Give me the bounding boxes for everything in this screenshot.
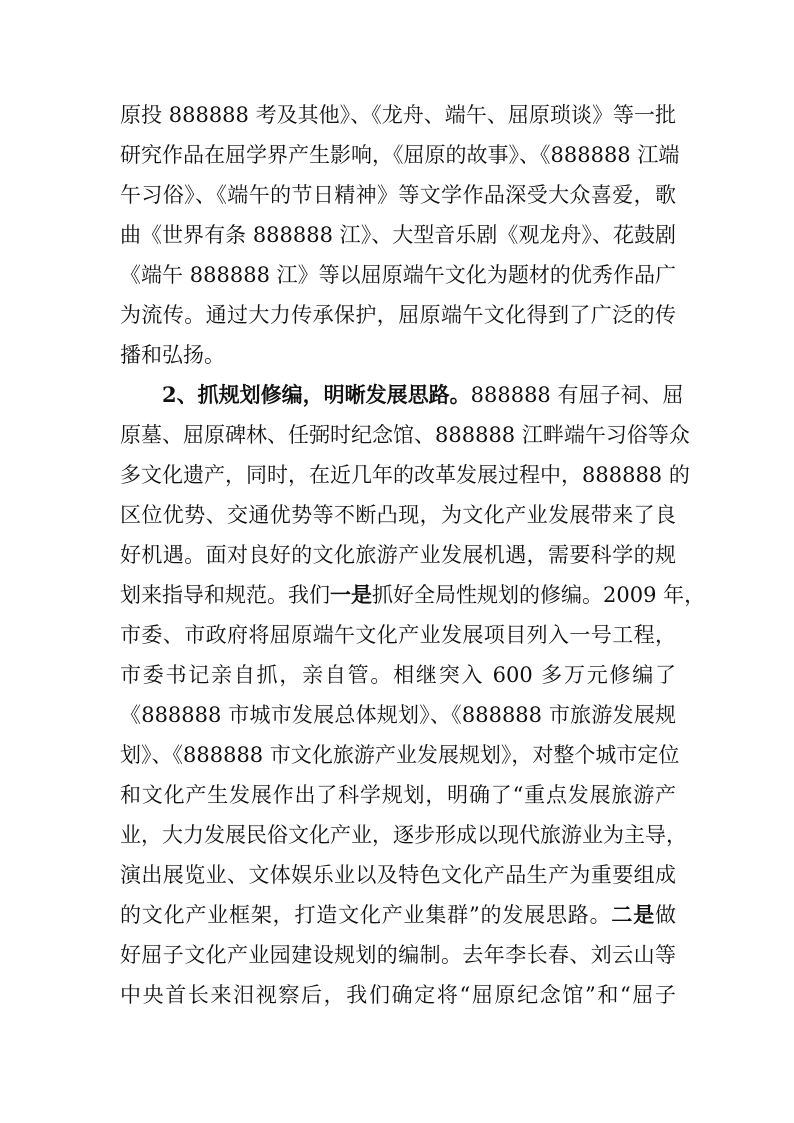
text-line: 研究作品在屈学界产生影响，《屈原的故事》、《888888 江端 bbox=[120, 143, 680, 167]
text-line: 午习俗》、《端午的节日精神》等文学作品深受大众喜爱，歌 bbox=[120, 183, 676, 207]
body-text bbox=[120, 95, 706, 1015]
text-line: 中央首长来汨视察后，我们确定将“屈原纪念馆”和“屈子 bbox=[120, 983, 676, 1007]
emphasis-first: 一是 bbox=[330, 582, 372, 607]
text-fragment: 做 bbox=[655, 903, 677, 927]
text-line: 和文化产生发展作出了科学规划，明确了“重点发展旅游产 bbox=[120, 783, 676, 807]
text-line: 原投 888888 考及其他》、《龙舟、端午、屈原琐谈》等一批 bbox=[120, 103, 676, 127]
text-fragment: 的文化产业框架，打造文化产业集群”的发展思路。 bbox=[120, 903, 612, 927]
text-fragment: 抓好全局性规划的修编。2009 年， bbox=[372, 583, 706, 607]
text-line: 播和弘扬。 bbox=[120, 343, 225, 367]
text-fragment: 划来指导和规范。我们 bbox=[120, 583, 330, 607]
text-line: 好屈子文化产业园建设规划的编制。去年李长春、刘云山等 bbox=[120, 943, 676, 967]
emphasis-second: 二是 bbox=[611, 902, 656, 927]
text-line: 为流传。通过大力传承保护，屈原端午文化得到了广泛的传 bbox=[120, 303, 676, 327]
text-line bbox=[120, 895, 676, 935]
text-line: 《888888 市城市发展总体规划》、《888888 市旅游发展规 bbox=[120, 703, 676, 727]
text-line: 业，大力发展民俗文化产业，逐步形成以现代旅游业为主导， bbox=[120, 823, 687, 847]
text-line: 市委、市政府将屈原端午文化产业发展项目列入一号工程， bbox=[120, 623, 676, 647]
text-line bbox=[120, 575, 706, 615]
text-line: 市委书记亲自抓，亲自管。相继突入 600 多万元修编了 bbox=[120, 663, 676, 687]
text-line: 演出展览业、文体娱乐业以及特色文化产品生产为重要组成 bbox=[120, 863, 676, 887]
text-line: 《端午 888888 江》等以屈原端午文化为题材的优秀作品广 bbox=[120, 263, 676, 287]
section-heading: 2、抓规划修编，明晰发展思路。 bbox=[162, 382, 471, 407]
text-line: 划》、《888888 市文化旅游产业发展规划》，对整个城市定位 bbox=[120, 743, 680, 767]
text-line: 多文化遗产，同时，在近几年的改革发展过程中，888888 的 bbox=[120, 463, 690, 487]
text-line: 好机遇。面对良好的文化旅游产业发展机遇，需要科学的规 bbox=[120, 543, 676, 567]
text-line: 原墓、屈原碑林、任弼时纪念馆、888888 江畔端午习俗等众 bbox=[120, 423, 690, 447]
text-line: 曲《世界有条 888888 江》、大型音乐剧《观龙舟》、花鼓剧 bbox=[120, 223, 676, 247]
text-line: 区位优势、交通优势等不断凸现，为文化产业发展带来了良 bbox=[120, 503, 676, 527]
text-fragment: 888888 有屈子祠、屈 bbox=[470, 383, 684, 407]
section-heading-line bbox=[120, 375, 684, 415]
